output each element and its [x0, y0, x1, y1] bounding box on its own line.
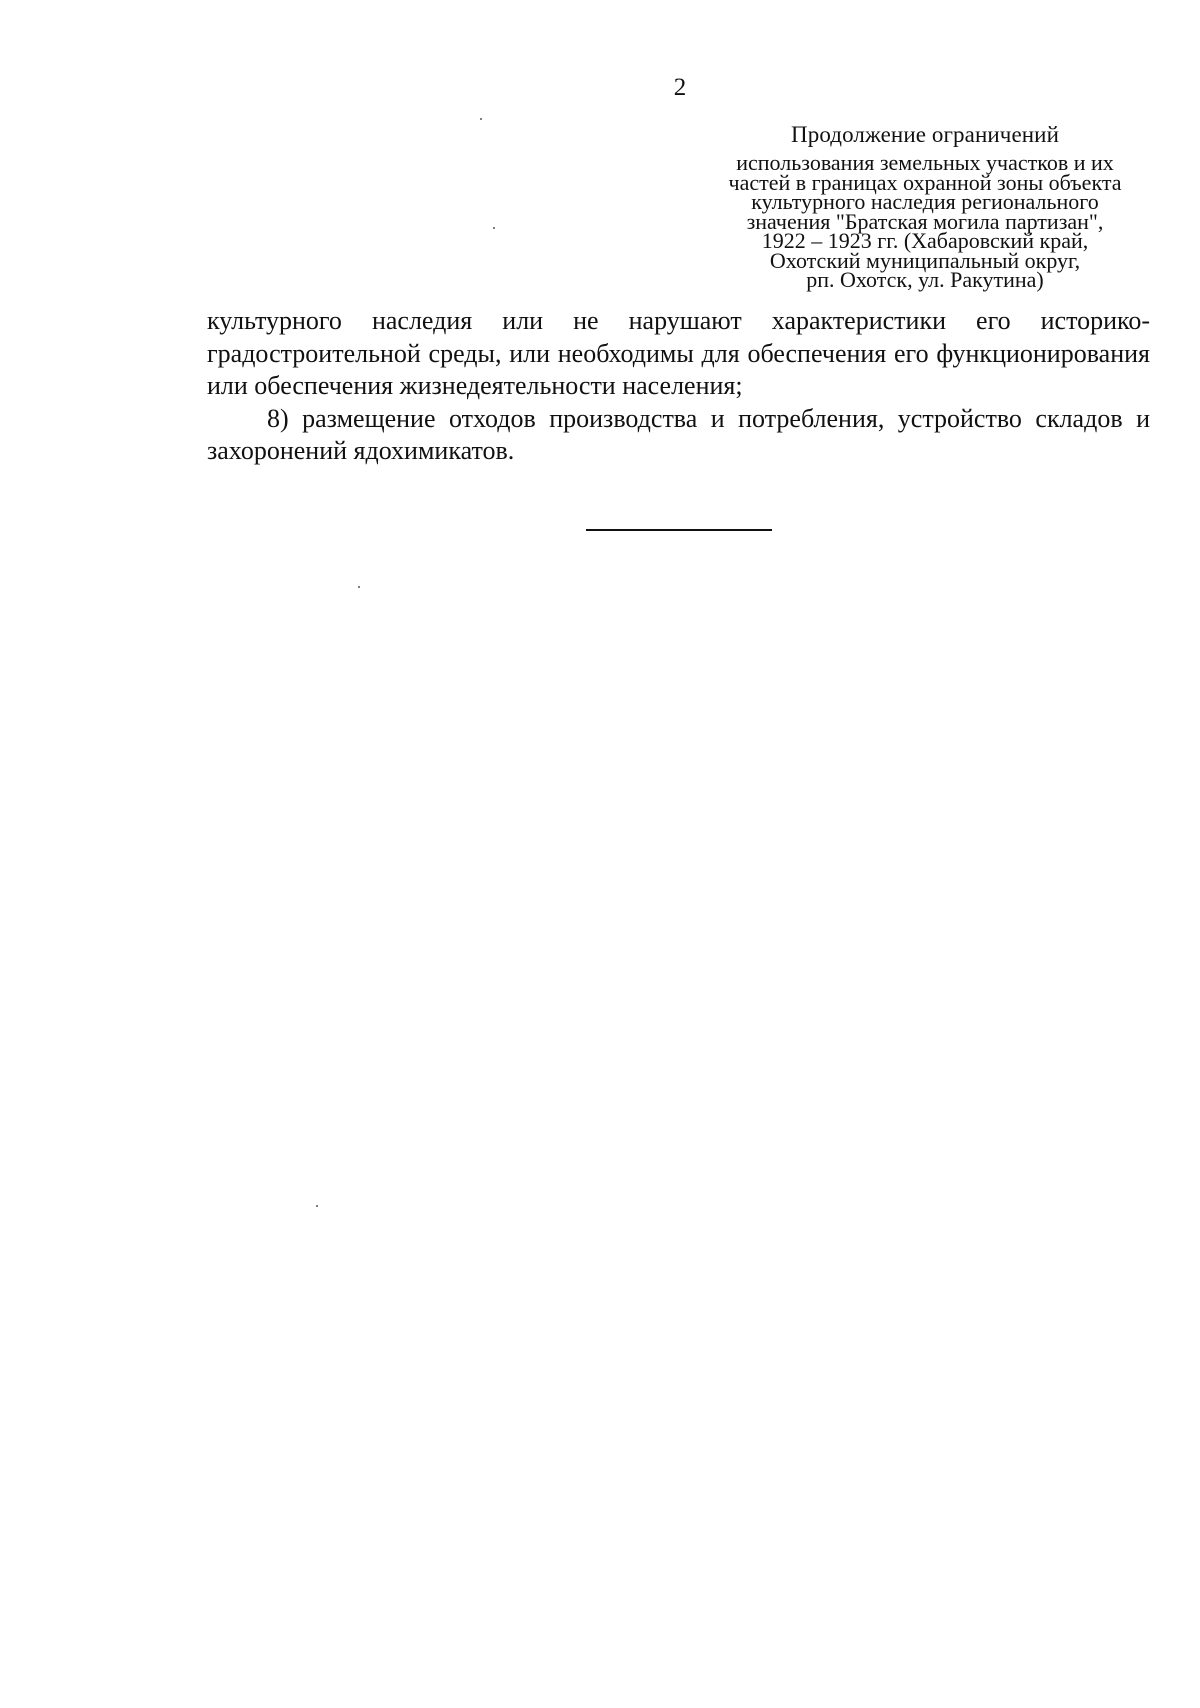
appendix-header-title: Продолжение ограничений — [791, 122, 1059, 147]
page-number: 2 — [673, 74, 687, 101]
scan-speck — [316, 1205, 318, 1207]
appendix-header-line: частей в границах охранной зоны объекта — [728, 169, 1122, 195]
closing-rule — [586, 529, 772, 531]
appendix-header-line: использования земельных участков и их — [736, 150, 1114, 175]
body-paragraph: культурного наследия или не нарушают характеристики его историко-градостроительной среды, или необходимы для обеспечения его функционирования или обеспечения жизнедеятельности населения; — [207, 306, 1150, 400]
scan-speck — [493, 227, 495, 229]
appendix-header-line: 1922 – 1923 гг. (Хабаровский край, — [761, 228, 1089, 253]
appendix-header-line: значения "Братская могила партизан", — [746, 208, 1104, 234]
scan-speck — [358, 586, 360, 588]
appendix-header-line: рп. Охотск, ул. Ракутина) — [806, 267, 1044, 292]
appendix-header — [690, 121, 1160, 290]
appendix-header-line: культурного наследия регионального — [751, 189, 1099, 214]
scan-speck — [480, 118, 482, 120]
body-text — [207, 305, 1150, 468]
appendix-header-lines — [690, 150, 1160, 292]
body-paragraph: 8) размещение отходов производства и потребления, устройство складов и захоронений ядохимикатов. — [207, 403, 1150, 465]
appendix-header-line: Охотский муниципальный округ, — [769, 247, 1081, 273]
